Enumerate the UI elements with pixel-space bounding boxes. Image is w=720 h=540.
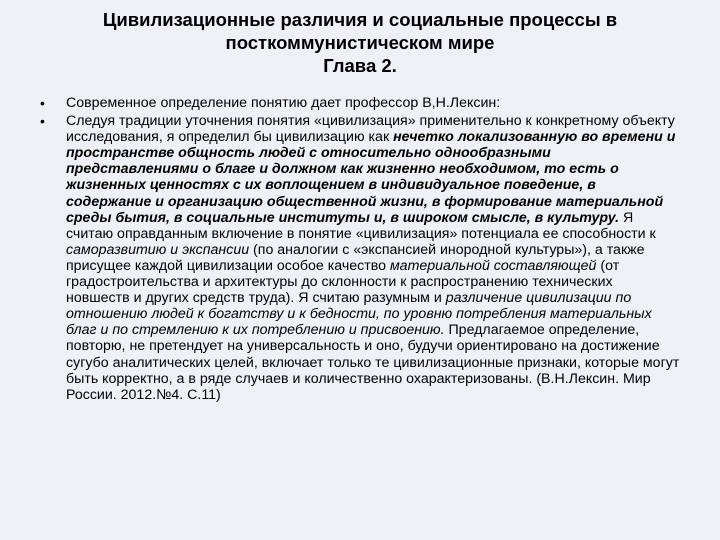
bullet-text: Современное определение понятию дает профессор В,Н.Лексин:	[66, 95, 501, 111]
title-line-1: Цивилизационные различия и социальные процессы в	[102, 9, 618, 30]
emphasis-self-development: саморазвитию и экспансии	[66, 241, 250, 258]
title-line-3: Глава 2.	[323, 55, 397, 76]
bullet-list	[40, 95, 680, 405]
paragraph-text	[66, 113, 679, 403]
emphasis-material-component: материальной составляющей	[389, 257, 597, 274]
plain-text: (от градостроительства и архитектуры до склонности к распространению технических новшеств и других средств труда). Я считаю разумным и	[66, 257, 620, 307]
plain-text: Предлагаемое определение, повторю, не претендует на универсальность и оно, будучи ориентировано на достижение сугубо аналитических целей, включает только те цивилизационные признаки, которые могут быть корректно, а в ряде случаев и количественно охарактеризованы. (В.Н.Лексин. Мир России. 2012.№4. С.11)	[66, 322, 680, 403]
emphasis-wealth-distinction: различение цивилизации по отношению людей к богатству и к бедности, по уровню потребления материальных благ и по стремлению к их потреблению и присвоению.	[66, 290, 652, 339]
title-line-2: посткоммунистическом мире	[225, 32, 495, 53]
plain-text: Следуя традиции уточнения понятия «цивилизация» применительно к конкретному объекту исследования, я определил бы цивилизацию как	[66, 113, 675, 146]
bullet-item-1	[40, 95, 680, 111]
bullet-dot-icon: •	[40, 113, 45, 130]
bullet-dot-icon: •	[40, 95, 45, 111]
plain-text: Я считаю оправданным включение в понятие «цивилизация» потенциала ее способности к	[66, 209, 656, 242]
slide-title	[40, 8, 680, 77]
civilization-definition: нечетко локализованную во времени и пространстве общность людей с относительно однообразными представлениями о благе и должном как жизненно необходимом, то есть о жизненных ценностях с их воплощением в индивидуальное поведение, в содержание и организацию общественной жизни, в формирование материальной среды бытия, в социальные институты и, в широком смысле, в культуру.	[66, 129, 676, 226]
bullet-item-2	[40, 113, 680, 403]
plain-text: (по аналогии с «экспансией инородной культуры»), а также присущее каждой цивилизации особое качество	[66, 241, 645, 274]
